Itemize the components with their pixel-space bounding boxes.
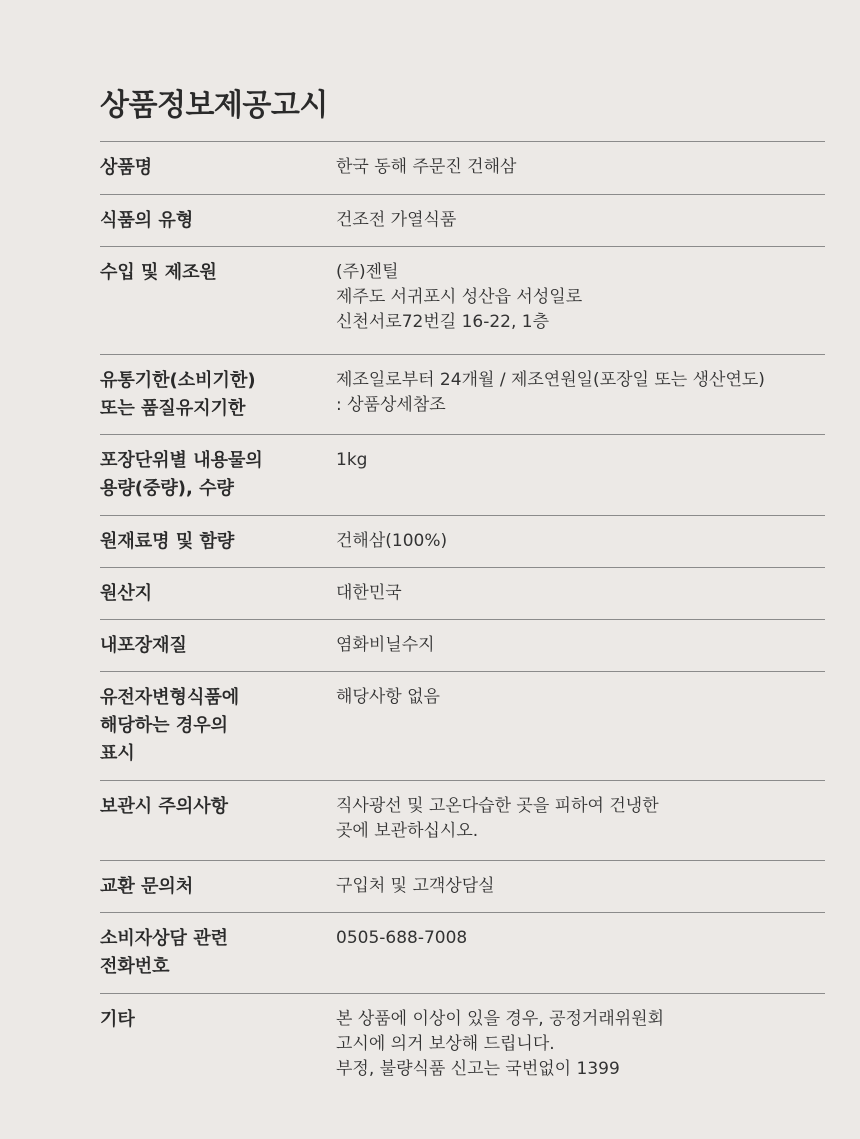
row-phone — [100, 913, 825, 994]
row-ingredients — [100, 516, 825, 568]
row-label: 기타 — [100, 1009, 135, 1030]
row-etc — [100, 994, 825, 1102]
row-value: 직사광선 및 고온다습한 곳을 피하여 건냉한 곳에 보관하십시오. — [336, 796, 659, 841]
row-value: 건조전 가열식품 — [336, 210, 457, 230]
row-manufacturer — [100, 247, 825, 355]
row-value: 0505-688-7008 — [336, 928, 468, 948]
row-label: 유전자변형식품에 해당하는 경우의 표시 — [100, 687, 240, 764]
row-label: 유통기한(소비기한) 또는 품질유지기한 — [100, 370, 256, 419]
row-label: 포장단위별 내용물의 용량(중량), 수량 — [100, 450, 263, 499]
row-value: 건해삼(100%) — [336, 531, 448, 551]
product-info-table — [100, 141, 825, 1102]
row-label: 원산지 — [100, 583, 153, 604]
row-value: 제조일로부터 24개월 / 제조연원일(포장일 또는 생산연도) : 상품상세참조 — [336, 370, 765, 415]
row-label: 원재료명 및 함량 — [100, 531, 235, 552]
row-value: 대한민국 — [336, 583, 402, 603]
row-label: 내포장재질 — [100, 635, 187, 656]
row-packaging — [100, 620, 825, 672]
row-label: 수입 및 제조원 — [100, 262, 217, 283]
row-food-type — [100, 195, 825, 247]
row-value: 1kg — [336, 450, 368, 470]
row-storage — [100, 781, 825, 861]
page-title: 상품정보제공고시 — [100, 88, 328, 123]
row-origin — [100, 568, 825, 620]
row-value: 구입처 및 고객상담실 — [336, 876, 495, 896]
row-value: 염화비닐수지 — [336, 635, 435, 655]
row-label: 소비자상담 관련 전화번호 — [100, 928, 228, 977]
row-label: 상품명 — [100, 157, 153, 178]
row-value: 해당사항 없음 — [336, 687, 440, 707]
row-label: 보관시 주의사항 — [100, 796, 228, 817]
row-capacity — [100, 435, 825, 516]
row-value: (주)젠틸 제주도 서귀포시 성산읍 서성일로 신천서로72번길 16-22, 1층 — [336, 262, 583, 332]
row-product-name — [100, 142, 825, 195]
row-value: 한국 동해 주문진 건해삼 — [336, 157, 517, 177]
row-value: 본 상품에 이상이 있을 경우, 공정거래위원회 고시에 의거 보상해 드립니다. 부정, 불량식품 신고는 국번없이 1399 — [336, 1009, 665, 1079]
row-expiration — [100, 355, 825, 435]
row-exchange — [100, 861, 825, 913]
row-label: 교환 문의처 — [100, 876, 194, 897]
row-label: 식품의 유형 — [100, 210, 194, 231]
row-gmo — [100, 672, 825, 781]
